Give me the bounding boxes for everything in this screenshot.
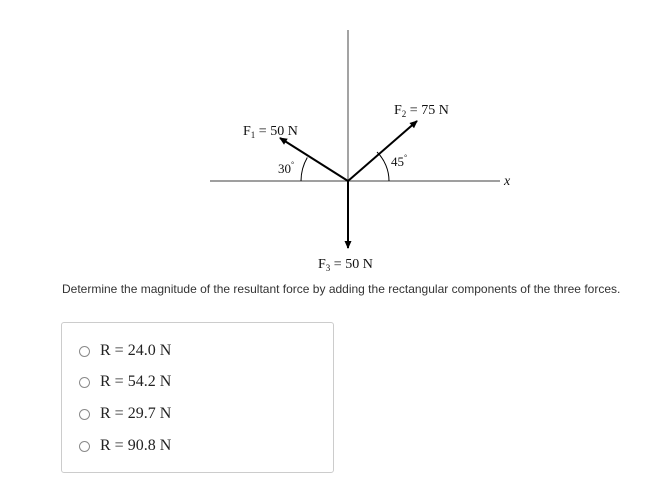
option-1[interactable] <box>79 341 171 361</box>
radio-button[interactable] <box>79 377 90 388</box>
x-axis-label: x <box>504 174 511 189</box>
f2-label: $F_2 = 75$ N <box>394 103 449 119</box>
f3-label: $F_3 = 50$ N <box>318 257 373 273</box>
angle-arc-30 <box>301 158 307 182</box>
answer-options <box>61 322 334 473</box>
option-2[interactable] <box>79 372 171 392</box>
option-label: R = 54.2 N <box>100 373 172 390</box>
radio-button[interactable] <box>79 346 90 357</box>
angle-label-45: 45° <box>391 153 408 169</box>
option-3[interactable] <box>79 404 171 424</box>
f1-label: $F_1 = 50$ N <box>243 124 298 140</box>
option-label: R = 29.7 N <box>100 405 172 422</box>
radio-button[interactable] <box>79 441 90 452</box>
question-text: Determine the magnitude of the resultant force by adding the rectangular components of the three forces. <box>62 282 621 296</box>
radio-button[interactable] <box>79 409 90 420</box>
f2-arrow <box>348 121 417 181</box>
angle-arc-45 <box>377 152 389 181</box>
option-label: R = 24.0 N <box>100 342 172 359</box>
option-label: R = 90.8 N <box>100 437 172 454</box>
option-4[interactable] <box>79 436 171 456</box>
angle-label-30: 30° <box>278 160 295 176</box>
